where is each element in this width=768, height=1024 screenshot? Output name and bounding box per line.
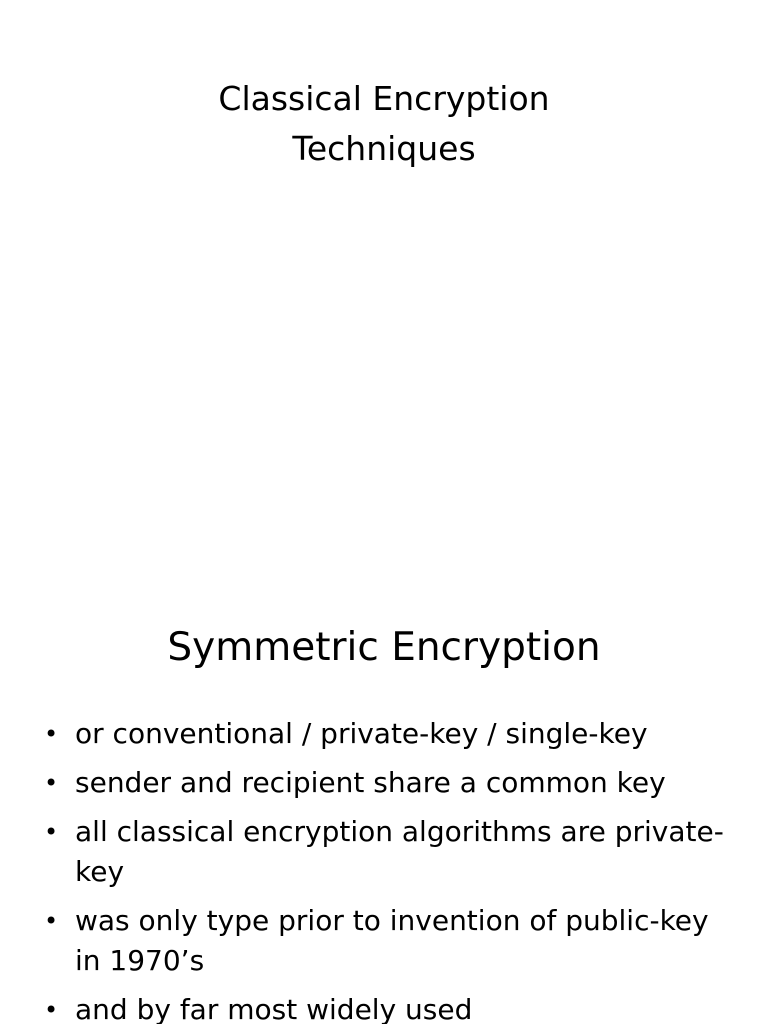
slide-2 [0, 580, 768, 1024]
bullet-list [44, 714, 724, 1024]
bullet-icon: • [44, 720, 59, 748]
bullet-item [44, 901, 724, 981]
bullet-icon: • [44, 769, 59, 797]
bullet-text: sender and recipient share a common key [75, 766, 666, 799]
bullet-text: or conventional / private-key / single-key [75, 717, 648, 750]
slide-title-line-1: Classical Encryption [218, 79, 550, 118]
bullet-item [44, 990, 724, 1024]
slide-title-line-2: Techniques [292, 129, 476, 168]
bullet-icon: • [44, 818, 59, 846]
bullet-text: was only type prior to invention of public-key in 1970’s [75, 904, 709, 977]
bullet-item [44, 812, 724, 892]
bullet-icon: • [44, 996, 59, 1024]
bullet-icon: • [44, 907, 59, 935]
bullet-text: all classical encryption algorithms are private-key [75, 815, 724, 888]
slide-title [0, 74, 768, 174]
bullet-item [44, 714, 724, 754]
bullet-item [44, 763, 724, 803]
slide-heading: Symmetric Encryption [167, 625, 601, 670]
bullet-text: and by far most widely used [75, 993, 473, 1024]
